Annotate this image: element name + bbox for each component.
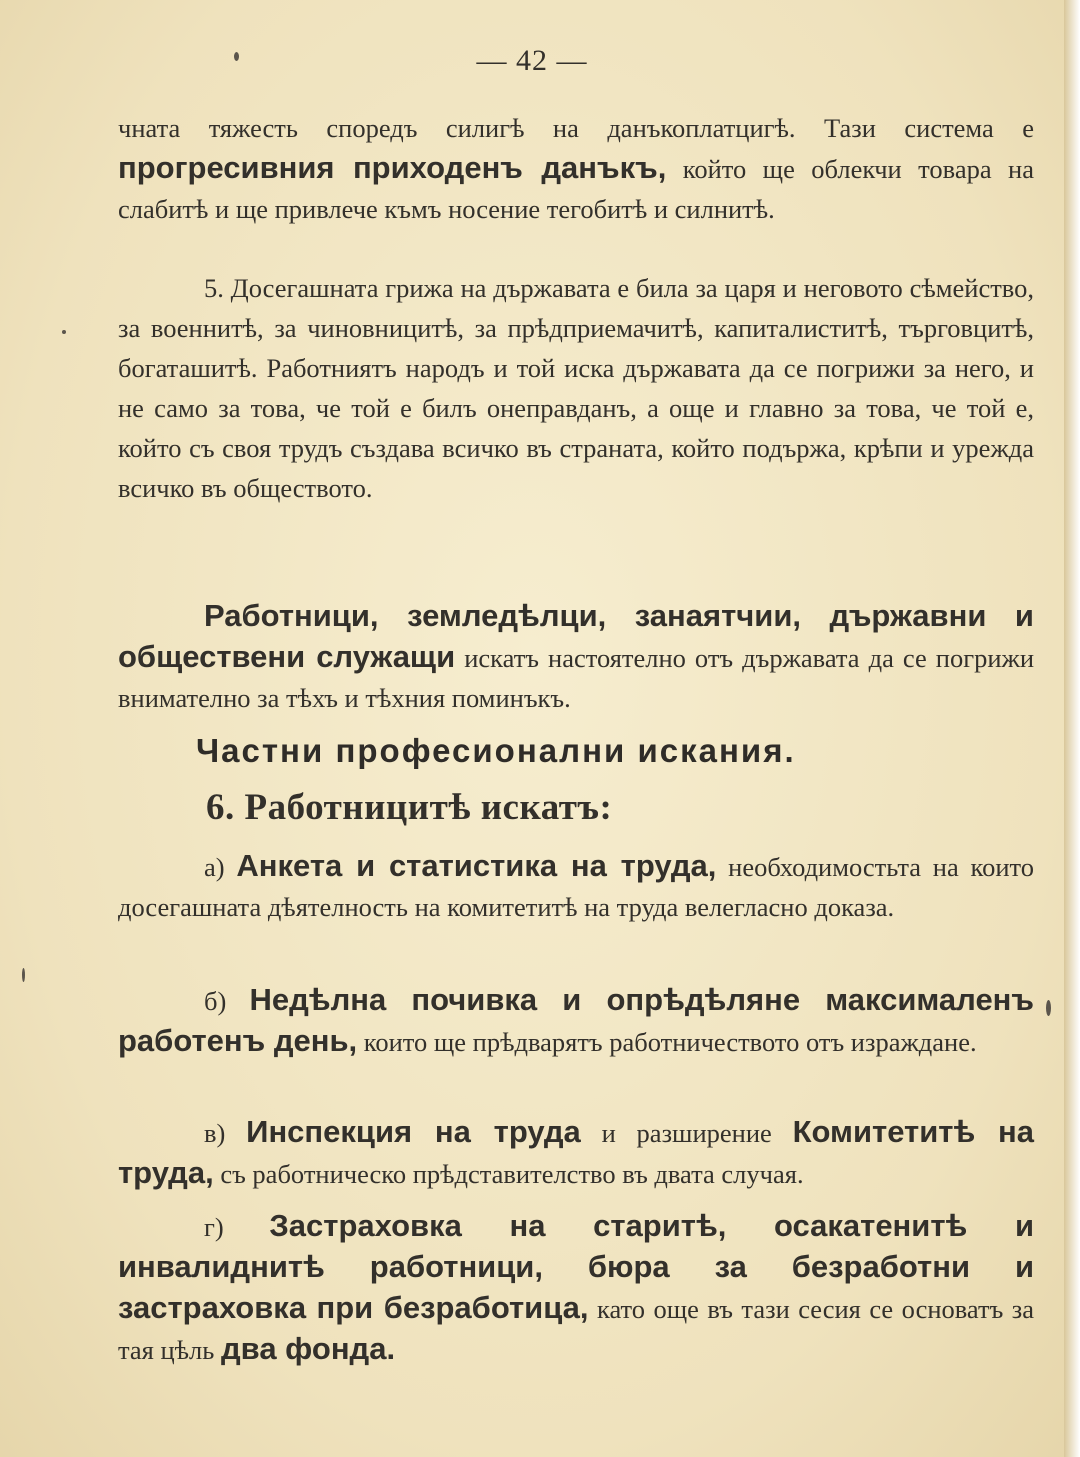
page-number: — 42 — [476, 44, 588, 77]
paragraph-text: и разширение [580, 1118, 793, 1148]
paragraph-text: съ работническо прѣдставителство въ двата случая. [213, 1159, 804, 1189]
subheading: 6. Работницитѣ искатъ: [206, 787, 613, 828]
paragraph-text: които ще прѣдварятъ работничеството отъ израждане. [357, 1027, 977, 1057]
paragraph-text: искатъ настоятелно отъ държавата да се погрижи внимателно за тѣхъ и тѣхния поминъкъ. [118, 643, 1035, 713]
paragraph-demands [118, 596, 1034, 718]
section-title: Частни професионални искания. [196, 732, 796, 769]
paragraph-text: необходимостьта на които досегашната дѣятелность на комитетитѣ на труда велегласно доказа. [118, 852, 1035, 922]
paragraph-text: чната тяжесть споредъ силигѣ на данъкоплатцигѣ. Тази система е [118, 113, 1034, 143]
list-item-g [118, 1206, 1034, 1370]
item-marker: в) [204, 1118, 226, 1148]
bold-phrase: Недѣлна почивка и опрѣдѣляне максималенъ работенъ день, [118, 982, 1035, 1058]
paragraph-tax [118, 108, 1034, 229]
bold-phrase: два фонда. [221, 1331, 396, 1366]
page-edge [1064, 0, 1080, 1457]
paragraph-text: който ще облекчи товара на слабитѣ и ще привлече къмъ носение тегобитѣ и силнитѣ. [118, 154, 1034, 224]
paper-speck [1046, 1000, 1051, 1016]
paragraph-point-5: 5. Досегашната грижа на държавата е била за царя и неговото сѣмейство, за военнитѣ, за чиновницитѣ, за прѣдприемачитѣ, капиталиститѣ, търговцитѣ, богаташитѣ. Работниятъ народъ и той иска държавата да се погрижи за него, и не само за това, че той е билъ онеправданъ, а още и главно за това, че той е, който съ своя трудъ създава всичко въ страната, който подържа, крѣпи и урежда всичко въ обществото. [118, 273, 1034, 503]
item-marker: б) [204, 986, 227, 1016]
paragraph-text: като още въ тази сесия се основатъ за тая цѣль [118, 1294, 1034, 1365]
bold-phrase: Застраховка на старитѣ, осакатенитѣ и инвалиднитѣ работници, бюра за безработни и застраховка при безработица, [118, 1208, 1035, 1325]
bold-phrase: прогресивния приходенъ данъкъ, [118, 150, 667, 185]
bold-phrase: Работници, земледѣлци, занаятчии, държавни и обществени служащи [118, 598, 1034, 674]
item-marker: а) [204, 852, 225, 882]
bold-phrase: Комитетитѣ на труда, [118, 1114, 1034, 1190]
paper-speck [22, 968, 25, 982]
list-item-b [118, 980, 1034, 1062]
bold-phrase: Инспекция на труда [246, 1114, 581, 1149]
bold-phrase: Анкета и статистика на труда, [236, 848, 717, 883]
list-item-v [118, 1112, 1034, 1194]
paper-speck [62, 330, 66, 334]
item-marker: г) [204, 1212, 224, 1242]
list-item-a [118, 846, 1034, 927]
